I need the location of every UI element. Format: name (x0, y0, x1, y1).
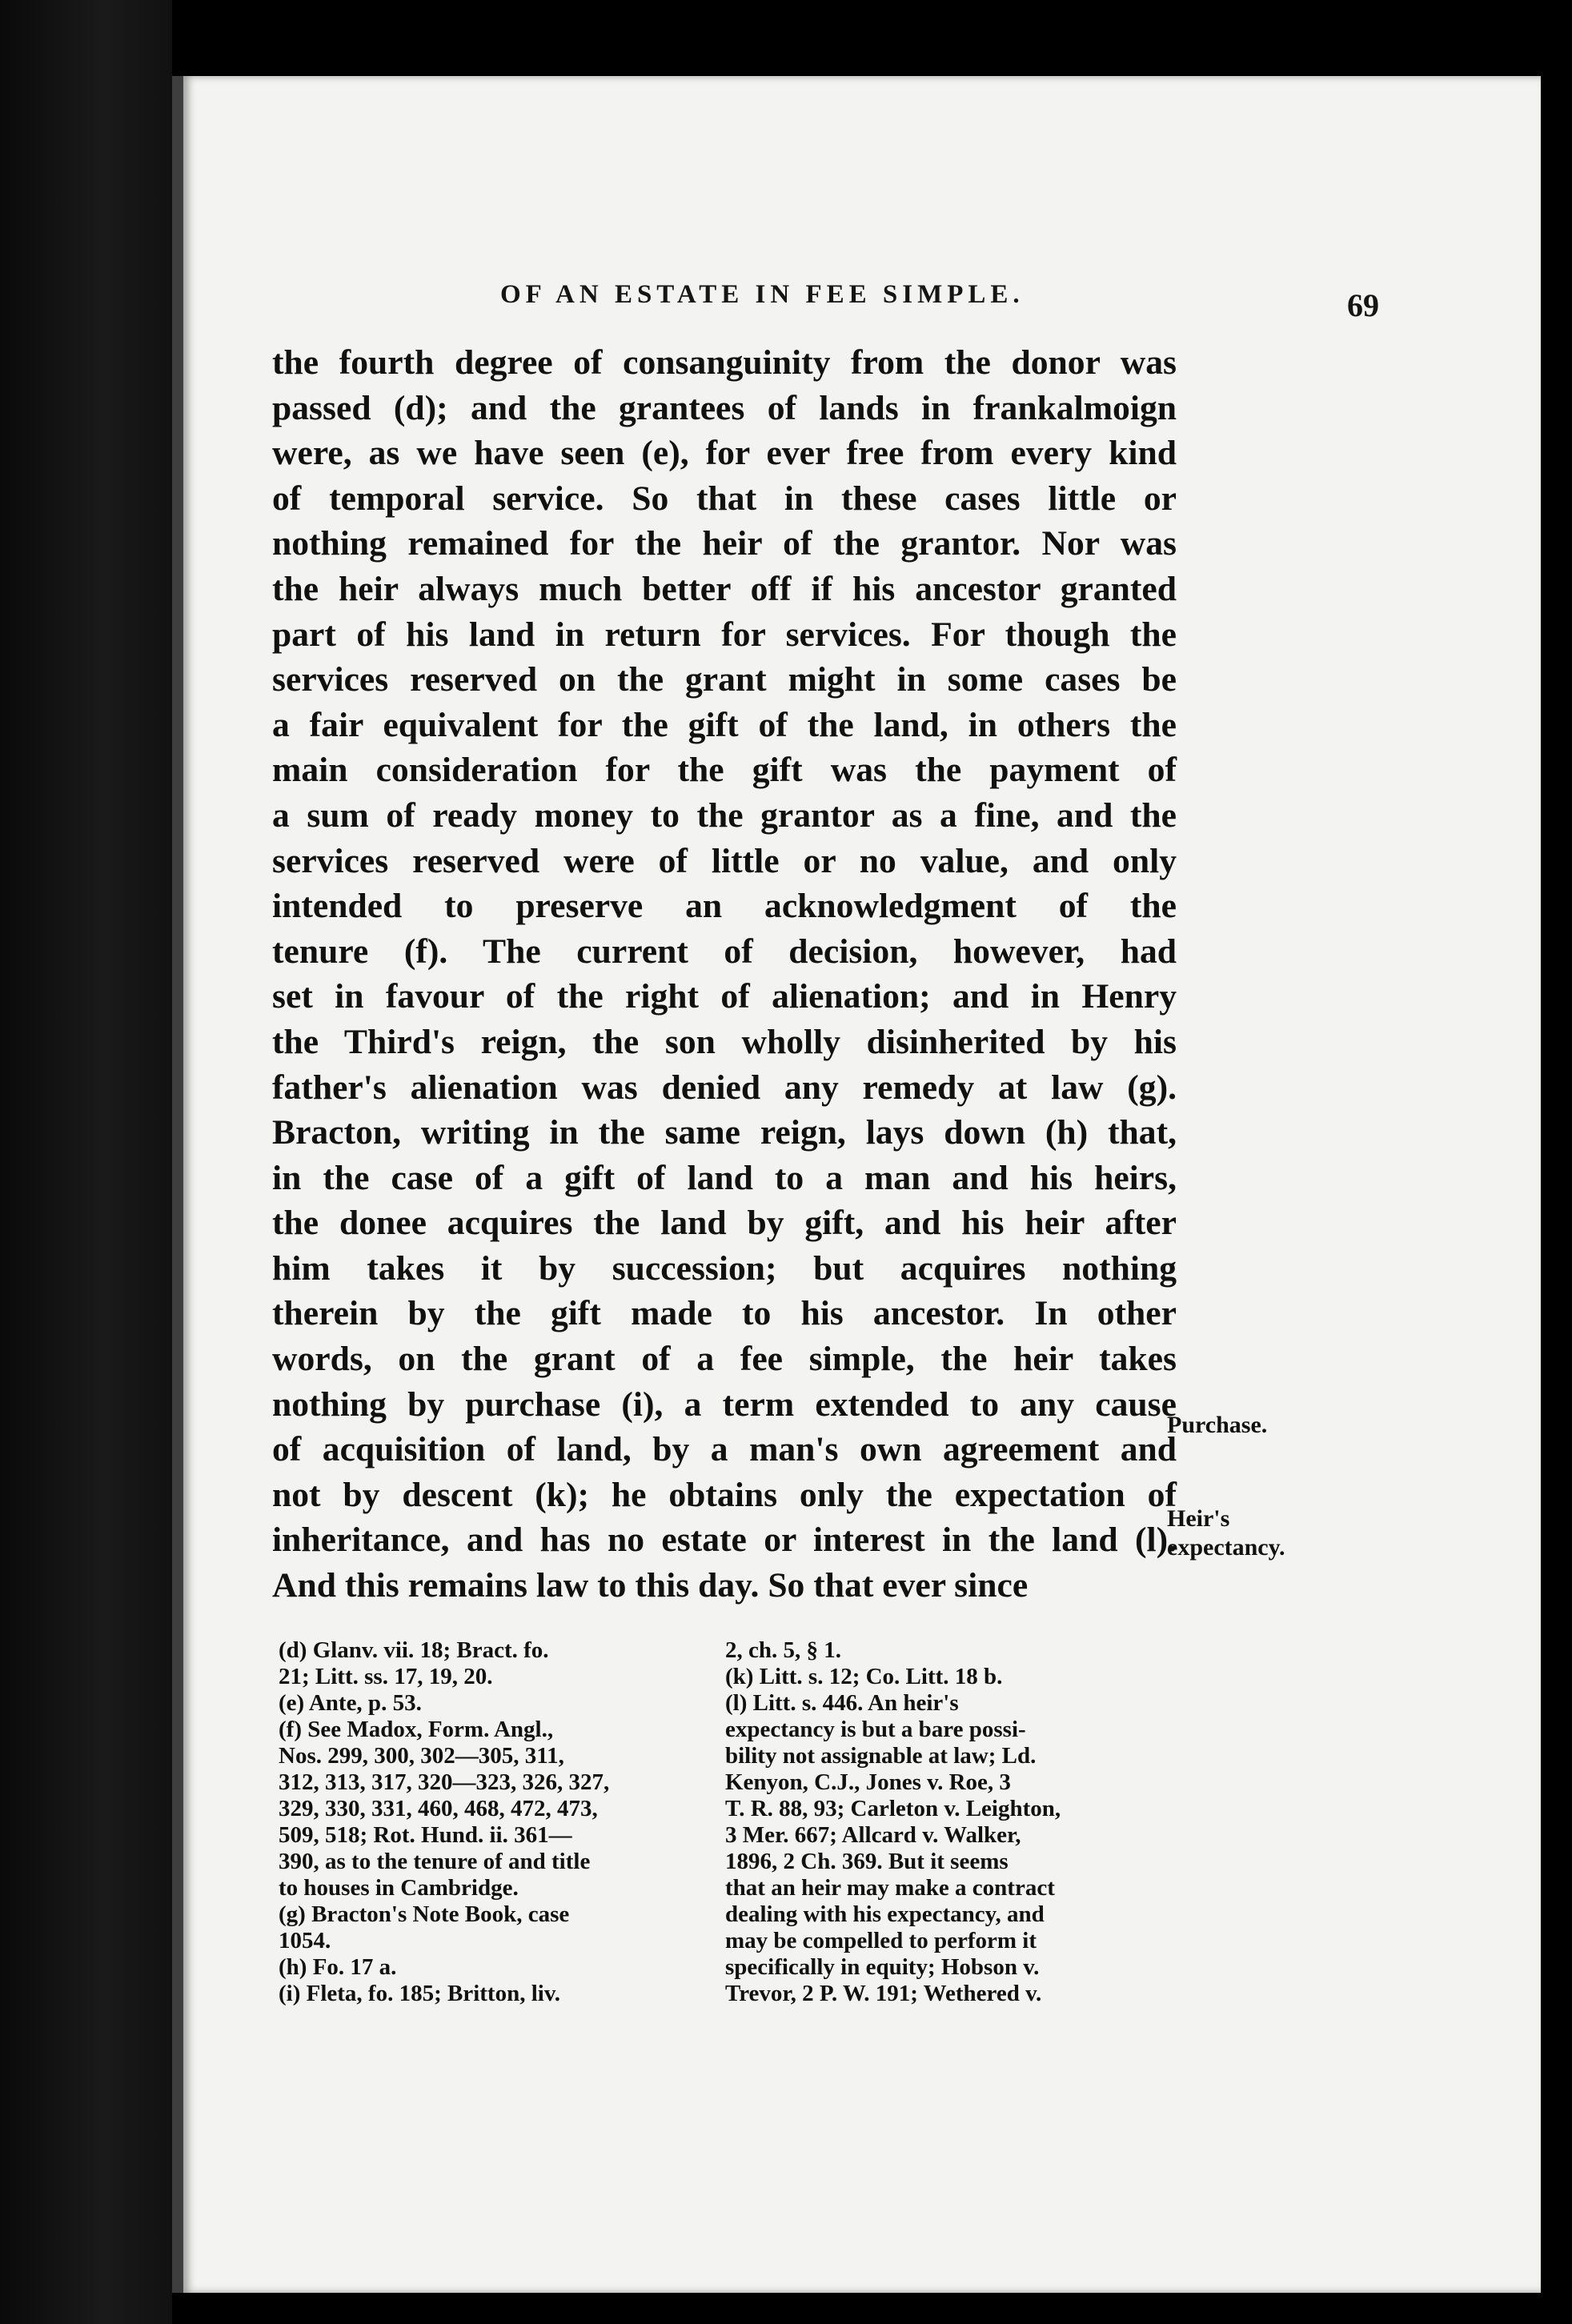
footnote-line: 1054. (279, 1928, 331, 1953)
footnote-line: 21; Litt. ss. 17, 19, 20. (279, 1664, 493, 1689)
body-line: main consideration for the gift was the payment of (272, 751, 1177, 790)
body-line: tenure (f). The current of decision, however, had (272, 932, 1177, 971)
footnote-line: bility not assignable at law; Ld. (725, 1743, 1037, 1769)
body-line: set in favour of the right of alienation; and in Henry (272, 977, 1177, 1016)
body-line: the donee acquires the land by gift, and his heir after (272, 1204, 1177, 1243)
footnote-line: Trevor, 2 P. W. 191; Wethered v. (725, 1981, 1042, 2006)
body-line: were, as we have seen (e), for ever free from every kind (272, 434, 1177, 473)
body-text (272, 340, 1177, 1609)
footnote-line: (d) Glanv. vii. 18; Bract. fo. (279, 1637, 549, 1663)
body-line: words, on the grant of a fee simple, the heir takes (272, 1340, 1177, 1379)
footnote-line: 329, 330, 331, 460, 468, 472, 473, (279, 1796, 598, 1821)
body-line: nothing remained for the heir of the grantor. Nor was (272, 524, 1177, 563)
body-line: And this remains law to this day. So that ever since (272, 1566, 1029, 1605)
footnote-line: (h) Fo. 17 a. (279, 1954, 397, 1980)
body-line: services reserved were of little or no value, and only (272, 841, 1177, 880)
footnote-line: 509, 518; Rot. Hund. ii. 361— (279, 1822, 572, 1848)
footnote-line: to houses in Cambridge. (279, 1875, 519, 1901)
footnote-line: Kenyon, C.J., Jones v. Roe, 3 (725, 1769, 1011, 1795)
footnote-line: may be compelled to perform it (725, 1928, 1037, 1953)
margin-note-expectancy: expectancy. (1167, 1534, 1285, 1561)
footnotes-left-column (279, 1637, 703, 2007)
margin-note-heirs: Heir's (1167, 1505, 1230, 1532)
page-number: 69 (1347, 287, 1379, 323)
footnotes-right-column (725, 1637, 1165, 2007)
footnote-line: 1896, 2 Ch. 369. But it seems (725, 1849, 1009, 1874)
footnote-line: 312, 313, 317, 320—323, 326, 327, (279, 1769, 610, 1795)
body-line: him takes it by succession; but acquires nothing (272, 1248, 1177, 1288)
book-gutter (0, 0, 172, 2324)
footnote-line: Nos. 299, 300, 302—305, 311, (279, 1743, 564, 1769)
footnote-line: (l) Litt. s. 446. An heir's (725, 1690, 959, 1716)
body-line: inheritance, and has no estate or interest in the land (l). (272, 1521, 1177, 1560)
body-line: therein by the gift made to his ancestor. In other (272, 1294, 1177, 1333)
footnote-line: (f) See Madox, Form. Angl., (279, 1717, 554, 1742)
body-line: services reserved on the grant might in some cases be (272, 660, 1177, 699)
body-line: passed (d); and the grantees of lands in frankalmoign (272, 388, 1177, 427)
footnote-line: 2, ch. 5, § 1. (725, 1637, 841, 1663)
footnote-line: dealing with his expectancy, and (725, 1901, 1045, 1927)
body-line: of temporal service. So that in these cases little or (272, 479, 1177, 518)
body-line: nothing by purchase (i), a term extended to any cause (272, 1384, 1177, 1424)
body-line: the Third's reign, the son wholly disinherited by his (272, 1022, 1177, 1061)
body-line: Bracton, writing in the same reign, lays down (h) that, (272, 1113, 1177, 1152)
body-line: a sum of ready money to the grantor as a fine, and the (272, 795, 1177, 835)
body-line: of acquisition of land, by a man's own agreement and (272, 1430, 1177, 1469)
body-line: intended to preserve an acknowledgment of the (272, 887, 1177, 926)
footnote-line: (g) Bracton's Note Book, case (279, 1901, 570, 1927)
body-line: in the case of a gift of land to a man and his heirs, (272, 1158, 1177, 1197)
footnote-line: T. R. 88, 93; Carleton v. Leighton, (725, 1796, 1061, 1821)
footnote-line: 390, as to the tenure of and title (279, 1849, 591, 1874)
body-line: a fair equivalent for the gift of the land, in others the (272, 705, 1177, 744)
body-line: part of his land in return for services. For though the (272, 615, 1177, 654)
body-line: father's alienation was denied any remedy at law (g). (272, 1068, 1177, 1107)
running-head: OF AN ESTATE IN FEE SIMPLE. (500, 280, 1025, 309)
footnote-line: that an heir may make a contract (725, 1875, 1055, 1901)
footnote-line: 3 Mer. 667; Allcard v. Walker, (725, 1822, 1021, 1848)
margin-note-purchase: Purchase. (1167, 1412, 1268, 1438)
body-line: the heir always much better off if his ancestor granted (272, 569, 1177, 608)
body-line: the fourth degree of consanguinity from the donor was (272, 343, 1177, 382)
footnote-line: (k) Litt. s. 12; Co. Litt. 18 b. (725, 1664, 1003, 1689)
footnote-line: expectancy is but a bare possi- (725, 1717, 1026, 1742)
footnote-line: (e) Ante, p. 53. (279, 1690, 422, 1716)
footnote-line: (i) Fleta, fo. 185; Britton, liv. (279, 1981, 560, 2006)
footnote-line: specifically in equity; Hobson v. (725, 1954, 1040, 1980)
body-line: not by descent (k); he obtains only the expectation of (272, 1475, 1177, 1514)
